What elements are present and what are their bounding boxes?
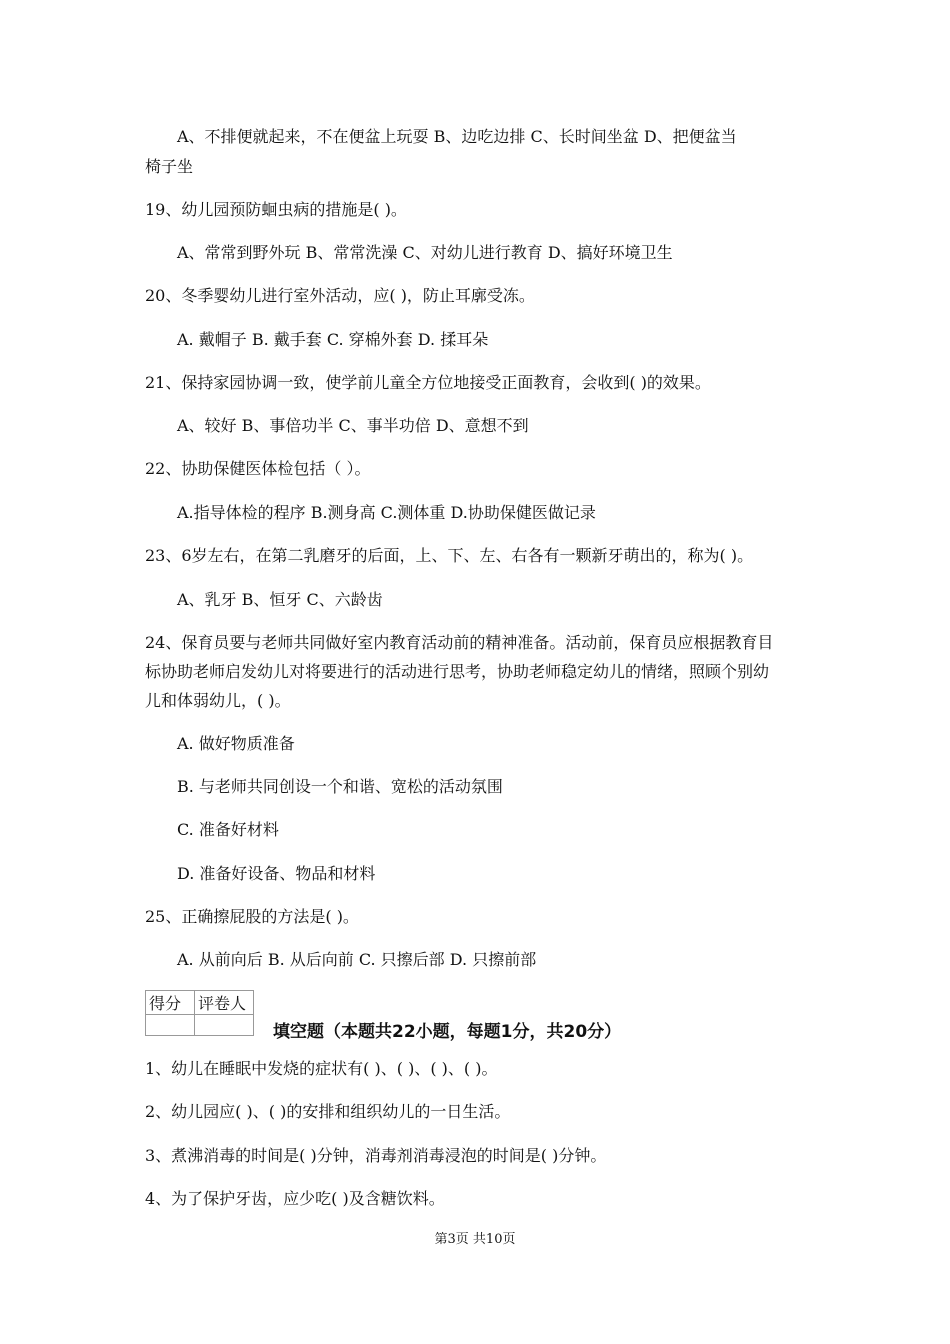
fill-q2: 2、幼儿园应( )、( )的安排和组织幼儿的一日生活。 [145, 1102, 511, 1121]
q21-question: 21、保持家园协调一致，使学前儿童全方位地接受正面教育，会收到( )的效果。 [145, 373, 711, 392]
q24-option-b: B. 与老师共同创设一个和谐、宽松的活动氛围 [177, 777, 503, 796]
q19-options: A、常常到野外玩 B、常常洗澡 C、对幼儿进行教育 D、搞好环境卫生 [177, 243, 673, 262]
q25-options: A. 从前向后 B. 从后向前 C. 只擦后部 D. 只擦前部 [177, 950, 537, 969]
q22-options: A.指导体检的程序 B.测身高 C.测体重 D.协助保健医做记录 [177, 503, 596, 522]
fill-q4: 4、为了保护牙齿，应少吃( )及含糖饮料。 [145, 1189, 445, 1208]
q24-option-a: A. 做好物质准备 [177, 734, 295, 753]
grader-header: 评卷人 [195, 991, 254, 1015]
q23-options: A、乳牙 B、恒牙 C、六龄齿 [177, 590, 383, 609]
fill-q1: 1、幼儿在睡眠中发烧的症状有( )、( )、( )、( )。 [145, 1059, 498, 1078]
grader-cell [195, 1015, 254, 1036]
q18-options-line1: A、不排便就起来，不在便盆上玩耍 B、边吃边排 C、长时间坐盆 D、把便盆当 [177, 127, 737, 146]
fill-q3: 3、煮沸消毒的时间是( )分钟，消毒剂消毒浸泡的时间是( )分钟。 [145, 1146, 607, 1165]
score-cell [146, 1015, 195, 1036]
score-header: 得分 [146, 991, 195, 1015]
q24-option-d: D. 准备好设备、物品和材料 [177, 864, 376, 883]
page-footer: 第3页 共10页 [434, 1232, 516, 1247]
q22-question: 22、协助保健医体检包括（ ）。 [145, 459, 371, 478]
q18-options-line2: 椅子坐 [145, 157, 194, 176]
q25-question: 25、正确擦屁股的方法是( )。 [145, 907, 359, 926]
q21-options: A、较好 B、事倍功半 C、事半功倍 D、意想不到 [177, 416, 529, 435]
section-title: 填空题（本题共22小题，每题1分，共20分） [273, 1022, 622, 1042]
q23-question: 23、6岁左右，在第二乳磨牙的后面，上、下、左、右各有一颗新牙萌出的，称为( )。 [145, 546, 754, 565]
score-table [145, 990, 254, 1036]
q20-options: A. 戴帽子 B. 戴手套 C. 穿棉外套 D. 揉耳朵 [177, 330, 489, 349]
q24-option-c: C. 准备好材料 [177, 820, 279, 839]
q24-question-line2: 标协助老师启发幼儿对将要进行的活动进行思考，协助老师稳定幼儿的情绪，照顾个别幼 [145, 662, 770, 681]
q24-question-line3: 儿和体弱幼儿，( )。 [145, 691, 291, 710]
q20-question: 20、冬季婴幼儿进行室外活动，应( )，防止耳廓受冻。 [145, 286, 535, 305]
q24-question-line1: 24、保育员要与老师共同做好室内教育活动前的精神准备。活动前，保育员应根据教育目 [145, 633, 774, 652]
q19-question: 19、幼儿园预防蛔虫病的措施是( )。 [145, 200, 407, 219]
